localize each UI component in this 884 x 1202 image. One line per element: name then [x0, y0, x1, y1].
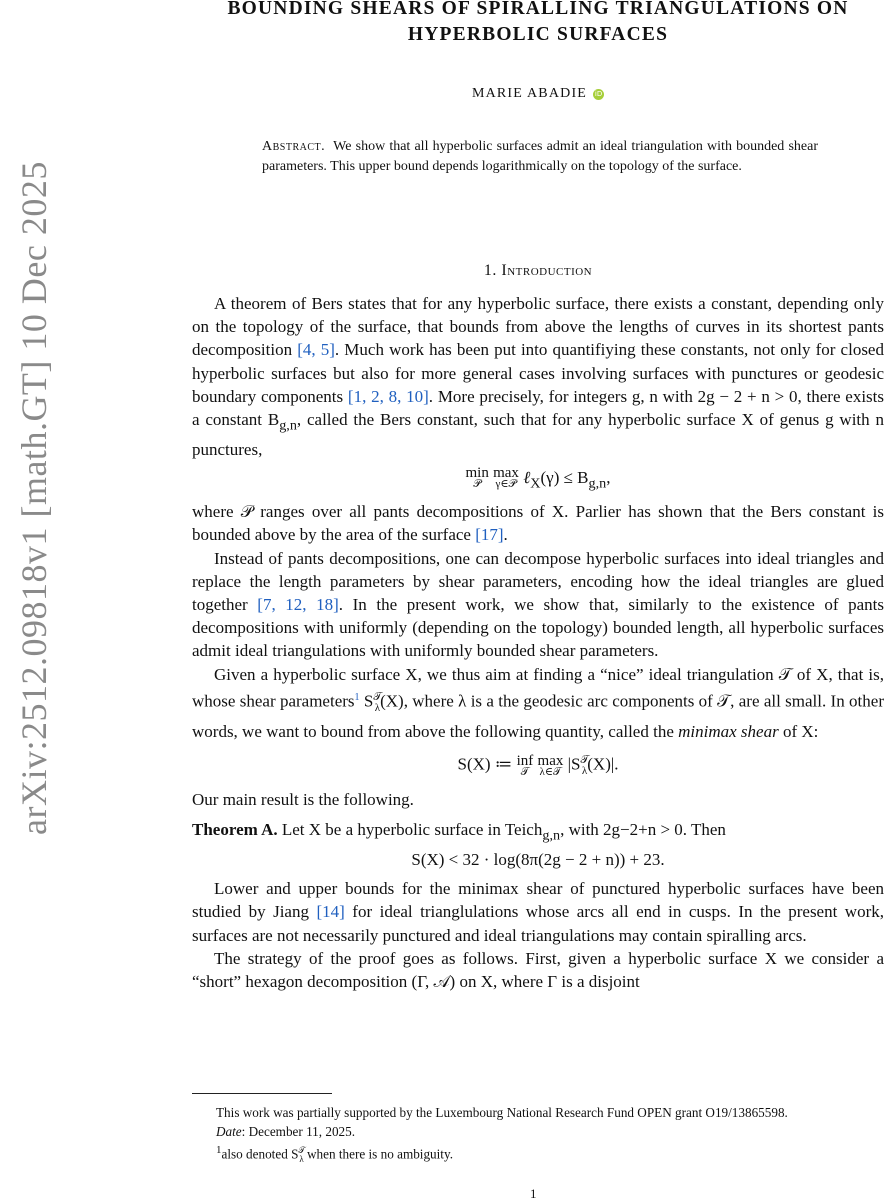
text: . More precisely, for integers g, n with 2g − 2 + n > 0, there exists a constant B: [192, 386, 884, 430]
section-title: 1. Introduction: [483, 262, 593, 279]
text: Let X be a hyperbolic surface in Teich: [277, 819, 543, 839]
page-number: 1: [530, 1186, 537, 1201]
op-sub: 𝒫: [473, 478, 482, 491]
op-sub: λ∈𝒯: [539, 765, 562, 778]
text: Lower and upper bounds for the minimax shear of punctured hyperbolic surfaces have been studied by Jiang: [192, 879, 884, 922]
citation-link[interactable]: [7, 12, 18]: [257, 595, 339, 615]
text: Given a hyperbolic surface X, we thus aim at finding a “nice” ideal triangulation 𝒯 of X, that is, whose shear parameters: [192, 664, 884, 711]
math-sub: X: [530, 475, 541, 492]
inf-operator: [516, 752, 534, 778]
paper-title: [170, 0, 884, 48]
subscript: g,n: [279, 417, 297, 434]
subscript: λ: [299, 1154, 304, 1165]
math: S(X) ≔: [457, 754, 517, 774]
math-sub: λ: [581, 765, 588, 778]
abstract-label: Abstract.: [262, 139, 326, 154]
equation-3: S(X) < 32 · log(8π(2g − 2 + n)) + 23.: [411, 850, 665, 870]
title-line-2: HYPERBOLIC SURFACES: [407, 24, 669, 45]
paragraph: [192, 500, 884, 546]
superscript: 𝒯: [373, 690, 382, 703]
op: min: [465, 465, 489, 482]
op-sub: 𝒯: [520, 765, 530, 778]
math-sup: 𝒯: [580, 754, 589, 767]
text: for ideal trianglulations whose arcs all end in cusps. In the present work, surfaces are not necessarily punctured and ideal triangulations may contain spiralling arcs.: [192, 902, 884, 945]
equation-2: [192, 749, 884, 782]
paragraph: [192, 292, 884, 461]
text: , with 2g−2+n > 0. Then: [560, 819, 726, 839]
arxiv-side-label: arXiv:2512.09818v1 [math.GT] 10 Dec 2025: [14, 161, 54, 835]
paragraph: The strategy of the proof goes as follows. First, given a hyperbolic surface X we consider a “short” hexagon decomposition (Γ, 𝒜) on X, where Γ is a disjoint: [192, 948, 884, 991]
abstract-text: We show that all hyperbolic surfaces admit an ideal triangulation with bounded shear parameters. This upper bound depends logarithmically on the topology of the surface.: [262, 139, 818, 174]
subscript: λ: [374, 701, 381, 714]
footnotes: [192, 1103, 884, 1169]
emphasis: minimax shear: [678, 722, 779, 742]
text: Instead of pants decompositions, one can decompose hyperbolic surfaces into ideal triangles and replace the length parameters by shear parameters, encoding how the ideal triangles are glued together: [192, 548, 884, 615]
math: ℓ: [523, 467, 531, 487]
text: S: [359, 691, 374, 711]
op: max: [537, 752, 564, 769]
footnote-mark: 1: [216, 1144, 222, 1156]
citation-link[interactable]: [1, 2, 8, 10]: [347, 386, 429, 406]
theorem-label: Theorem A.: [192, 819, 278, 839]
author: [170, 86, 884, 102]
text: , called the Bers constant, such that for any hyperbolic surface X of genus g with n punctures,: [192, 410, 884, 459]
min-operator: [466, 467, 489, 490]
subscript: g,n: [542, 826, 561, 843]
paragraph: [192, 663, 884, 744]
text: of X:: [778, 722, 819, 742]
math: (γ) ≤ B: [540, 467, 589, 487]
text: when there is no ambiguity.: [303, 1146, 454, 1162]
main-text: [192, 292, 884, 993]
paragraph: Our main result is the following.: [192, 790, 414, 810]
max-operator: [537, 752, 564, 778]
text: also denoted S: [221, 1146, 299, 1162]
text: A theorem of Bers states that for any hyperbolic surface, there exists a constant, depending only on the topology of the surface, that bounds from above the lengths of curves in its shortest pants decomposition: [192, 294, 884, 360]
citation-link[interactable]: [14]: [316, 902, 345, 922]
text: . In the present work, we show that, similarly to the existence of pants decompositions with uniformly (depending on the topology) bounded length, all hyperbolic surfaces admit ideal triangulations with uniformly bounded shear parameters.: [192, 595, 884, 661]
op-sub: γ∈𝒫: [495, 478, 517, 491]
math: ,: [606, 467, 611, 487]
citation-link[interactable]: [17]: [475, 525, 504, 545]
equation-1: [192, 467, 884, 494]
orcid-icon[interactable]: iD: [594, 90, 603, 98]
author-name: MARIE ABADIE: [471, 86, 588, 101]
math-sub: g,n: [588, 475, 607, 492]
theorem: [192, 818, 884, 848]
date-value: : December 11, 2025.: [241, 1124, 356, 1139]
paragraph: [192, 547, 884, 663]
section-heading: [190, 262, 884, 280]
math: |S: [567, 754, 581, 774]
text: .: [503, 525, 508, 545]
text: where 𝒫 ranges over all pants decompositions of X. Parlier has shown that the Bers constant is bounded above by the area of the surface: [192, 502, 884, 545]
footnote-link[interactable]: 1: [354, 691, 360, 703]
superscript: 𝒯: [298, 1145, 306, 1155]
footnote-1: [192, 1141, 884, 1169]
abstract: [262, 137, 818, 177]
citation-link[interactable]: [4, 5]: [297, 340, 335, 360]
max-operator: [493, 467, 519, 490]
op: max: [493, 465, 519, 482]
footnote-rule: [192, 1093, 332, 1094]
math: (X)|.: [587, 754, 619, 774]
text: (X), where λ is a the geodesic arc components of 𝒯, are all small. In other words, we want to bound from above the following quantity, called the: [192, 691, 884, 742]
funding-note: This work was partially supported by the Luxembourg National Research Fund OPEN grant O19/13865598.: [216, 1105, 788, 1120]
title-line-1: BOUNDING SHEARS OF SPIRALLING TRIANGULATIONS ON: [227, 0, 849, 19]
date-note: [192, 1122, 884, 1141]
paragraph: [192, 877, 884, 947]
date-label: Date: [216, 1124, 242, 1139]
op: inf: [516, 752, 534, 769]
text: . Much work has been put into quantifiying these constants, not only for closed hyperbolic surfaces but also for more general cases involving surfaces with punctures or geodesic boundary components: [192, 340, 884, 406]
